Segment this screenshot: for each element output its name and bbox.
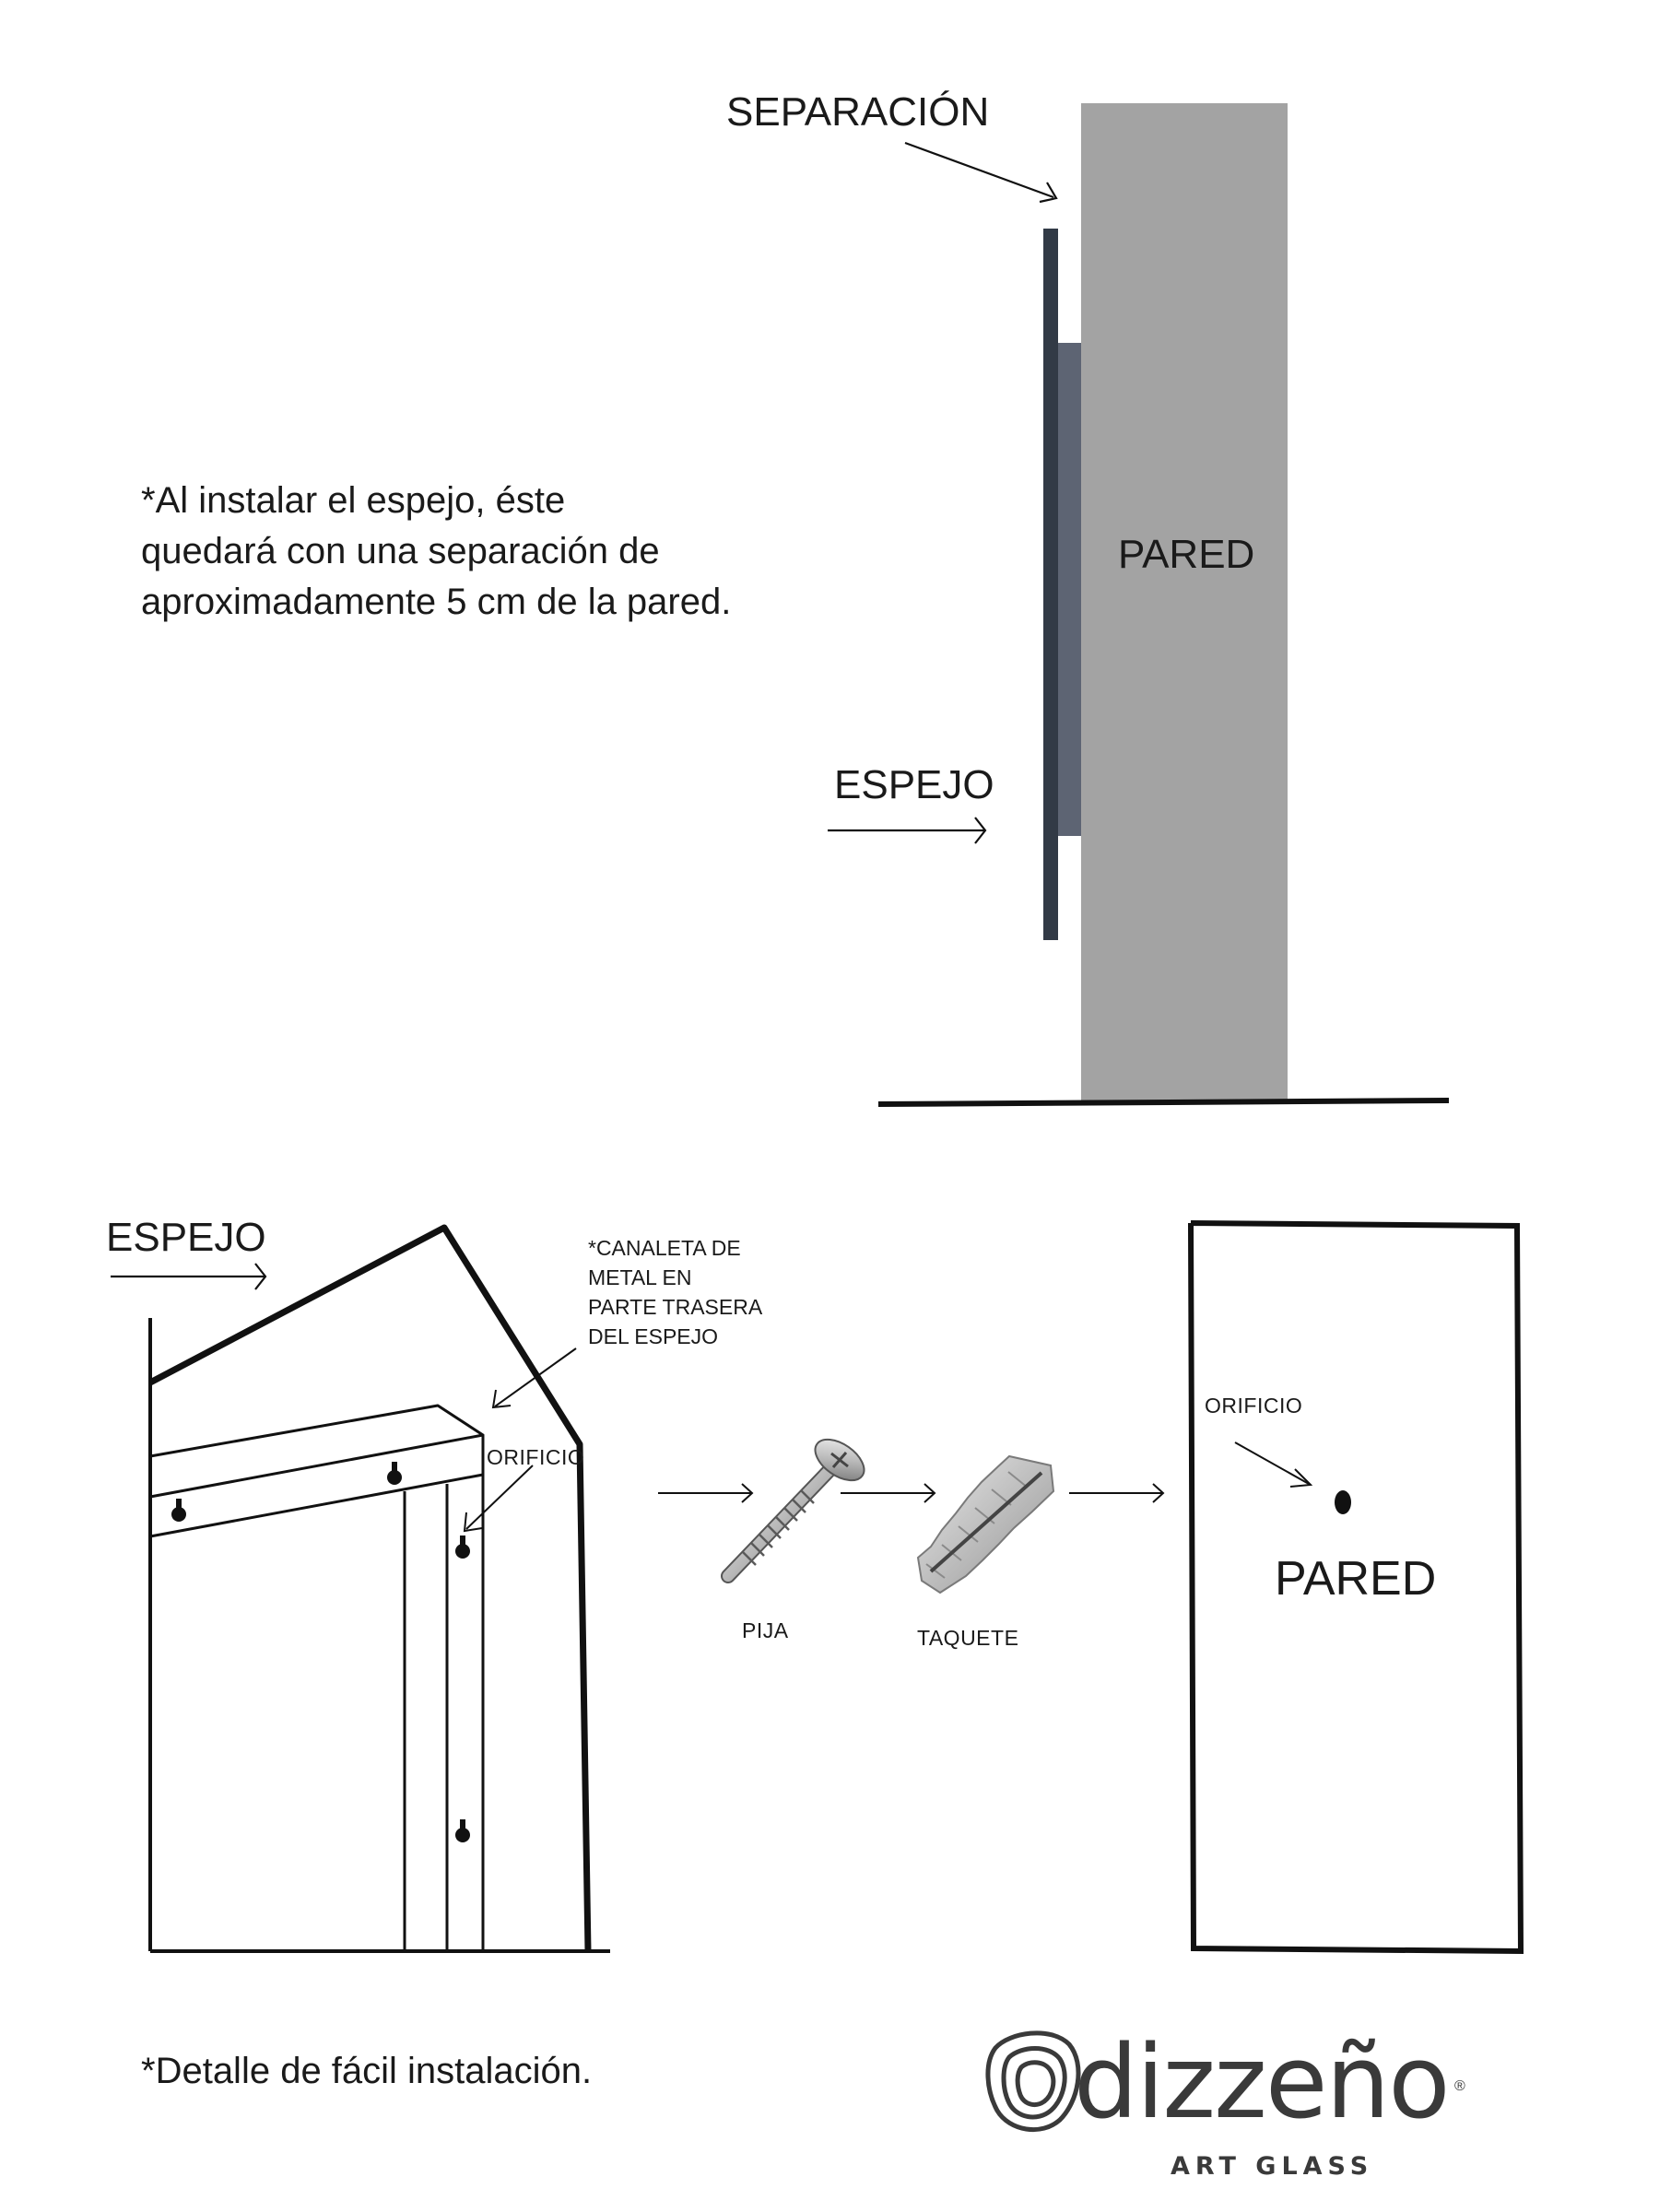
installation-note [141, 476, 731, 628]
note-line: *Al instalar el espejo, éste [141, 480, 566, 521]
registered-mark: ® [1454, 2078, 1465, 2094]
keyhole-slot [387, 1462, 402, 1485]
wall-label-detail: PARED [1275, 1552, 1437, 1606]
separation-arrow [905, 143, 1056, 202]
channel-note-line: DEL ESPEJO [588, 1324, 719, 1348]
brand-name: dizzeño [1074, 2023, 1449, 2141]
anchor-icon [918, 1456, 1053, 1593]
mirror-arrow-detail [111, 1264, 265, 1289]
screw-label: PIJA [742, 1618, 789, 1642]
flow-arrow [658, 1484, 752, 1502]
channel-note [588, 1233, 762, 1351]
mirror-panel [1043, 229, 1058, 940]
channel-note-line: METAL EN [588, 1265, 692, 1289]
footer-note: *Detalle de fácil instalación. [141, 2051, 593, 2091]
flow-arrow [1069, 1484, 1163, 1502]
brand-logo-icon [988, 2033, 1078, 2130]
separation-label: SEPARACIÓN [726, 89, 990, 135]
mirror-label-detail: ESPEJO [106, 1215, 266, 1260]
mirror-outline [150, 1228, 610, 1951]
mirror-label-side: ESPEJO [834, 762, 994, 807]
hole-label: ORIFICIO [487, 1445, 585, 1469]
channel-note-arrow [493, 1348, 576, 1407]
floor-line [878, 1100, 1449, 1104]
wall-block [1081, 103, 1288, 1103]
wall-hole [1335, 1490, 1351, 1514]
channel-note-line: PARTE TRASERA [588, 1295, 763, 1319]
flow-arrow [841, 1484, 935, 1502]
keyhole-slot [455, 1535, 470, 1559]
brand-tagline: ART GLASS [1171, 2152, 1374, 2181]
keyhole-slot [171, 1499, 186, 1522]
note-line: aproximadamente 5 cm de la pared. [141, 582, 732, 622]
mirror-arrow [828, 818, 985, 843]
metal-channel [150, 1406, 483, 1951]
note-line: quedará con una separación de [141, 531, 660, 571]
anchor-label: TAQUETE [917, 1626, 1019, 1650]
wall-hole-label: ORIFICIO [1205, 1394, 1303, 1418]
channel-note-line: *CANALETA DE [588, 1236, 741, 1260]
keyhole-slot [455, 1819, 470, 1842]
wall-hole-arrow [1235, 1442, 1311, 1487]
wall-spacer [1056, 343, 1081, 836]
wall-label-side: PARED [1118, 532, 1255, 577]
screw-icon [728, 1431, 871, 1576]
